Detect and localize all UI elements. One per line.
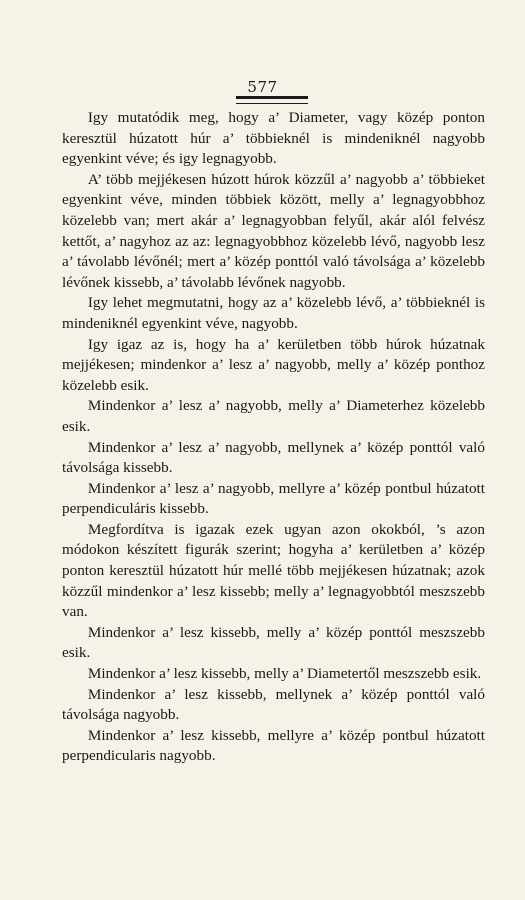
paragraph-2: A’ több mejjékesen húzott húrok közzűl a’ nagyobb a’ többieket egyenkint véve, minden többiek között, melly a’ legnagyobbhoz közelebb van; mert akár a’ legnagyobban felyűl, akár alól felvész kettőt, a’ nagyhoz az az: legnagyobbhoz közelebb lévő, nagyobb lesz a’ távolabb lévőnél; mert a’ közép ponttól való távolsága a’ közelebb lévőnek kissebb, a’ távolabb lévőnek nagyobb. bbox=[62, 170, 485, 291]
paragraph-8: Megfordítva is igazak ezek ugyan azon okokból, ’s azon módokon készített figurák szerint; hogyha a’ kerületben a’ közép ponton keresztül húzatott húr mellé több mejjékesen húzatnak; azok közzűl mindenkor a’ lesz kissebb; melly a’ legnagyobbtól meszszebb van. bbox=[62, 520, 485, 621]
paragraph-9: Mindenkor a’ lesz kissebb, melly a’ közép ponttól meszszebb esik. bbox=[62, 623, 485, 662]
page-number: 577 bbox=[247, 78, 278, 96]
paragraph-5: Mindenkor a’ lesz a’ nagyobb, melly a’ Diameterhez közelebb esik. bbox=[62, 397, 485, 435]
paragraph-6: Mindenkor a’ lesz a’ nagyobb, mellynek a’ közép ponttól való távolsága kissebb. bbox=[62, 438, 485, 477]
paragraph-1: Igy mutatódik meg, hogy a’ Diameter, vagy közép ponton keresztül húzatott húr a’ többieknél is mindeniknél nagyobb egyenkint véve; és igy legnagyobb. bbox=[62, 109, 485, 168]
paragraph-12: Mindenkor a’ lesz kissebb, mellyre a’ közép pontbul húzatott perpendicularis nagyobb. bbox=[62, 726, 485, 765]
paragraph-4: Igy igaz az is, hogy ha a’ kerületben több húrok húzatnak mejjékesen; mindenkor a’ lesz a’ nagyobb, melly a’ közép ponthoz közelebb esik. bbox=[62, 335, 485, 394]
paragraph-7: Mindenkor a’ lesz a’ nagyobb, mellyre a’ közép pontbul húzatott perpendiculáris kissebb. bbox=[62, 479, 485, 518]
paragraph-11: Mindenkor a’ lesz kissebb, mellynek a’ közép ponttól való távolsága nagyobb. bbox=[62, 685, 485, 724]
header-rule bbox=[236, 96, 308, 104]
paragraph-10: Mindenkor a’ lesz kissebb, melly a’ Diametertől meszszebb esik. bbox=[87, 665, 482, 683]
body-text bbox=[62, 108, 485, 767]
paragraph-3: Igy lehet megmutatni, hogy az a’ közelebb lévő, a’ többieknél is mindeniknél egyenkint véve, nagyobb. bbox=[62, 294, 485, 332]
